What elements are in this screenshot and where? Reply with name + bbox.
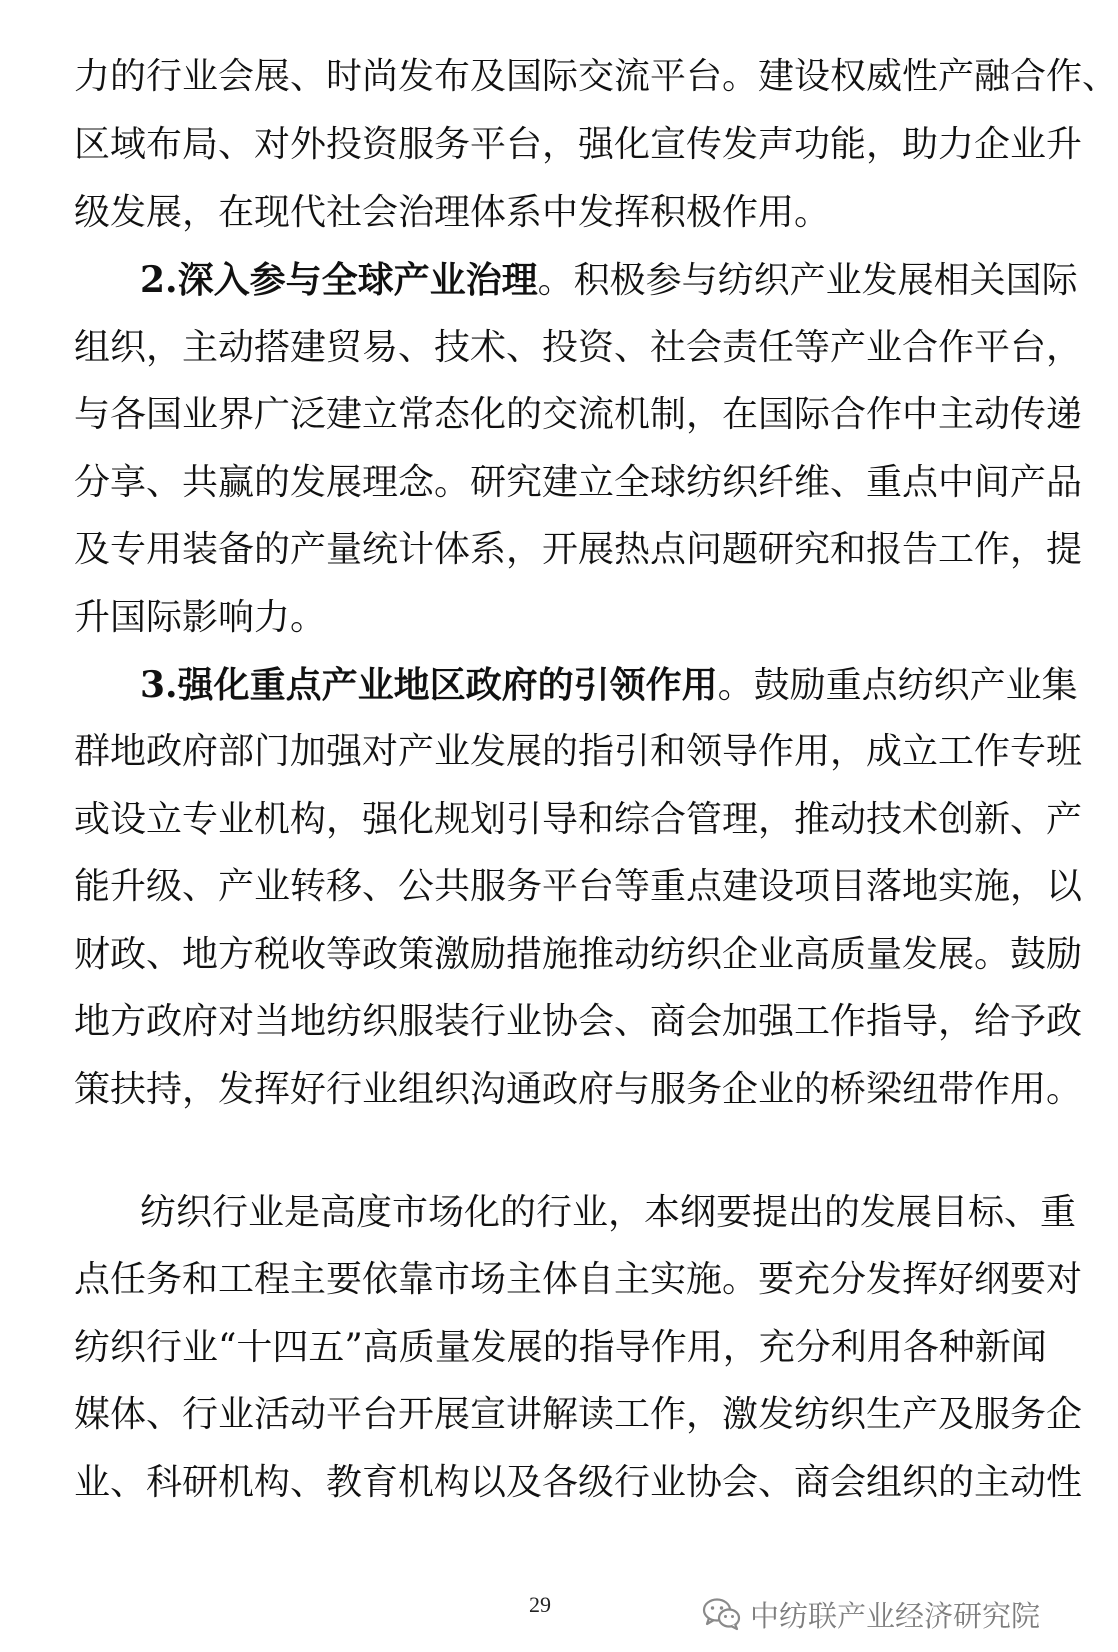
paragraph-line	[140, 650, 1078, 720]
paragraph-line: 组织，主动搭建贸易、技术、投资、社会责任等产业合作平台，	[74, 327, 1083, 368]
paragraph-line: 点任务和工程主要依靠市场主体自主实施。要充分发挥好纲要对	[74, 1259, 1083, 1300]
watermark-text: 中纺联产业经济研究院	[749, 1598, 1040, 1633]
watermark	[702, 1592, 1040, 1636]
paragraph-line: 及专用装备的产量统计体系，开展热点问题研究和报告工作，提	[74, 529, 1083, 570]
paragraph-line: 级发展，在现代社会治理体系中发挥积极作用。	[74, 192, 831, 233]
paragraph-line: 力的行业会展、时尚发布及国际交流平台。建设权威性产融合作、	[74, 56, 1118, 97]
section-heading: 2.深入参与全球产业治理	[140, 259, 538, 301]
paragraph-line: 纺织行业是高度市场化的行业，本纲要提出的发展目标、重	[140, 1192, 1077, 1233]
paragraph-line: 与各国业界广泛建立常态化的交流机制，在国际合作中主动传递	[74, 394, 1083, 435]
paragraph-line: 地方政府对当地纺织服装行业协会、商会加强工作指导，给予政	[74, 1001, 1083, 1042]
paragraph-text: 。鼓励重点纺织产业集	[717, 665, 1078, 706]
paragraph-text: 。积极参与纺织产业发展相关国际	[537, 260, 1078, 301]
page-number: 29	[529, 1592, 551, 1617]
paragraph-line: 策扶持，发挥好行业组织沟通政府与服务企业的桥梁纽带作用。	[74, 1069, 1083, 1110]
paragraph-line: 媒体、行业活动平台开展宣讲解读工作，激发纺织生产及服务企	[74, 1394, 1083, 1435]
paragraph-line	[140, 245, 1078, 315]
section-heading: 3.强化重点产业地区政府的引领作用	[140, 664, 718, 706]
paragraph-line: 或设立专业机构，强化规划引导和综合管理，推动技术创新、产	[74, 799, 1083, 840]
wechat-icon	[702, 1597, 742, 1631]
paragraph-line: 区域布局、对外投资服务平台，强化宣传发声功能，助力企业升	[74, 124, 1083, 165]
paragraph-line: 财政、地方税收等政策激励措施推动纺织企业高质量发展。鼓励	[74, 934, 1083, 975]
paragraph-line: 群地政府部门加强对产业发展的指引和领导作用，成立工作专班	[74, 731, 1083, 772]
paragraph-line: 业、科研机构、教育机构以及各级行业协会、商会组织的主动性	[74, 1462, 1083, 1503]
paragraph-line: 分享、共赢的发展理念。研究建立全球纺织纤维、重点中间产品	[74, 462, 1083, 503]
paragraph-line: 纺织行业“十四五”高质量发展的指导作用，充分利用各种新闻	[74, 1327, 1047, 1368]
paragraph-line: 能升级、产业转移、公共服务平台等重点建设项目落地实施，以	[74, 866, 1083, 907]
paragraph-line: 升国际影响力。	[74, 597, 327, 638]
